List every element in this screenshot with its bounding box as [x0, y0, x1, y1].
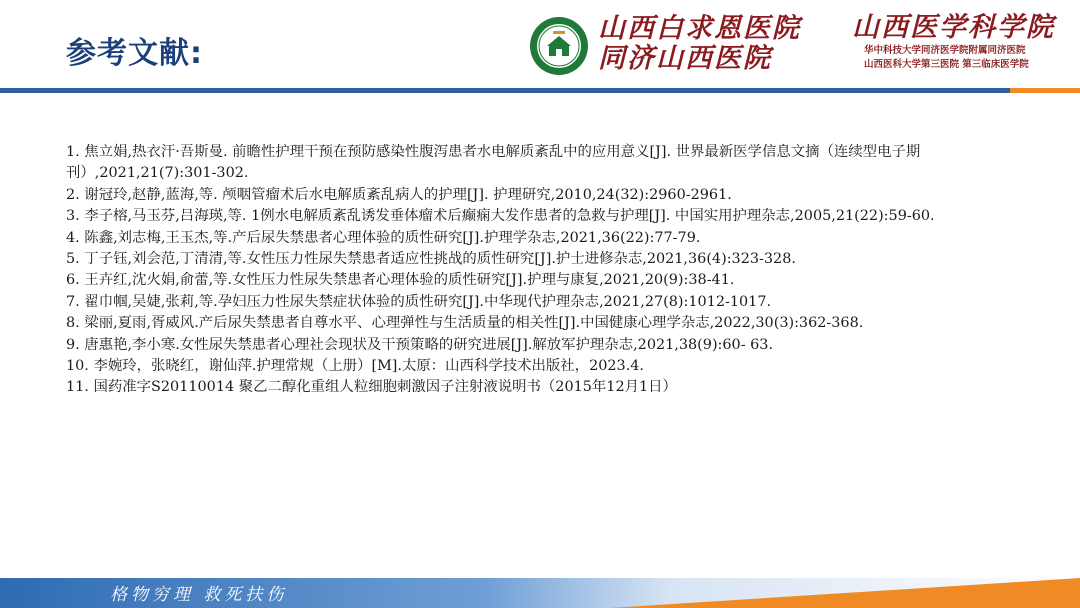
hospital-name-2-sub1: 华中科技大学同济医学院附属同济医院 — [864, 45, 1026, 56]
hospital-name-1 — [598, 14, 828, 74]
footer — [0, 578, 1080, 608]
reference-item: 3. 李子榕,马玉芬,吕海瑛,等. 1例水电解质紊乱诱发垂体瘤术后癫痫大发作患者的急救与护理[J]. 中国实用护理杂志,2005,21(22):59-60. — [66, 208, 935, 225]
reference-item: 9. 唐惠艳,李小寒.女性尿失禁患者心理社会现状及干预策略的研究进展[J].解放军护理杂志,2021,38(9):60- 63. — [66, 336, 774, 353]
reference-item: 5. 丁子钰,刘会范,丁清清,等.女性压力性尿失禁患者适应性挑战的质性研究[J].护士进修杂志,2021,36(4):323-328. — [66, 251, 796, 268]
footer-motto: 格物穷理 救死扶伤 — [110, 585, 288, 605]
hospital-name-1-line1: 山西白求恩医院 — [598, 13, 801, 44]
hospital-name-2 — [852, 12, 1072, 72]
hospital-name-2-line1: 山西医学科学院 — [852, 12, 1055, 43]
reference-item: 2. 谢冠玲,赵静,蓝海,等. 颅咽管瘤术后水电解质紊乱病人的护理[J]. 护理研究,2010,24(32):2960-2961. — [66, 186, 732, 203]
header — [0, 0, 1080, 92]
header-divider — [0, 88, 1080, 93]
reference-item: 7. 翟巾帼,吴婕,张莉,等.孕妇压力性尿失禁症状体验的质性研究[J].中华现代护理杂志,2021,27(8):1012-1017. — [66, 293, 772, 310]
reference-list — [66, 142, 1028, 399]
reference-item: 4. 陈鑫,刘志梅,王玉杰,等.产后尿失禁患者心理体验的质性研究[J].护理学杂志,2021,36(22):77-79. — [66, 229, 701, 246]
page-title: 参考文献: — [66, 36, 203, 71]
reference-item: 6. 王卉红,沈火娟,俞蕾,等.女性压力性尿失禁患者心理体验的质性研究[J].护理与康复,2021,20(9):38-41. — [66, 272, 735, 289]
reference-item: 1. 焦立娟,热衣汗·吾斯曼. 前瞻性护理干预在预防感染性腹泻患者水电解质紊乱中的应用意义[J]. 世界最新医学信息文摘（连续型电子期刊）,2021,21(7):301-302. — [66, 144, 921, 182]
hospital-name-2-sub2: 山西医科大学第三医院 第三临床医学院 — [864, 59, 1029, 70]
hospital-name-1-line2: 同济山西医院 — [598, 43, 772, 74]
reference-item: 11. 国药准字S20110014 聚乙二醇化重组人粒细胞刺激因子注射液说明书（2015年12月1日） — [66, 379, 677, 396]
hospital-emblem-icon — [529, 16, 589, 76]
reference-item: 8. 梁丽,夏雨,胥威风.产后尿失禁患者自尊水平、心理弹性与生活质量的相关性[J].中国健康心理学杂志,2022,30(3):362-368. — [66, 315, 864, 332]
header-divider-accent — [1010, 88, 1080, 93]
reference-item: 10. 李婉玲，张晓红，谢仙萍.护理常规（上册）[M].太原：山西科学技术出版社，2023.4. — [66, 358, 645, 375]
